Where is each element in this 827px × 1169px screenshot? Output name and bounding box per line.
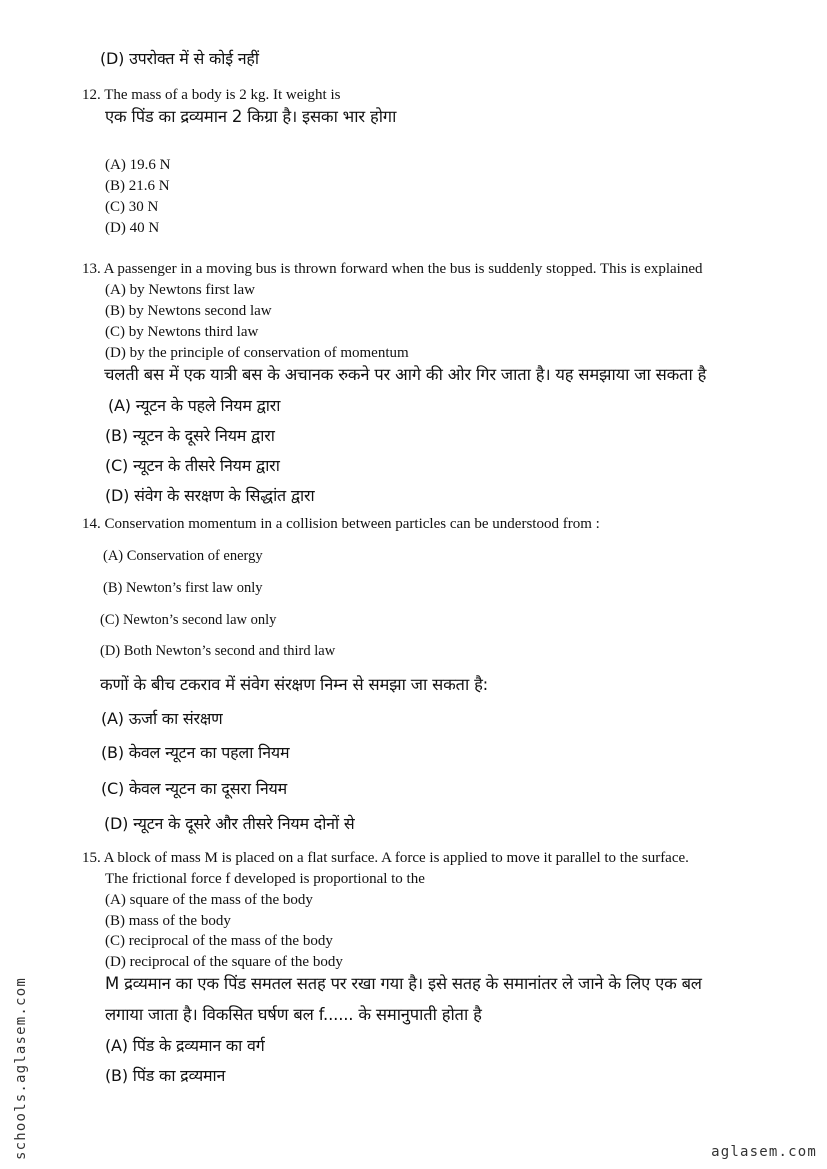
q13-option-a-hi: (A) न्यूटन के पहले नियम द्वारा <box>108 396 281 415</box>
q15-question-en-line2: The frictional force f developed is proportional to the <box>105 871 425 887</box>
q14-option-d-en: (D) Both Newton’s second and third law <box>100 643 336 659</box>
q13-question-hi: चलती बस में एक यात्री बस के अचानक रुकने पर आगे की ओर गिर जाता है। यह समझाया जा सकता है <box>104 365 707 384</box>
q13-option-d-hi: (D) संवेग के सरक्षण के सिद्धांत द्वारा <box>105 486 315 505</box>
watermark-right: aglasem.com <box>711 1144 817 1160</box>
q15-question-hi-line2: लगाया जाता है। विकसित घर्षण बल f...... के समानुपाती होता है <box>105 1005 482 1024</box>
q12-option-b: (B) 21.6 N <box>105 178 170 194</box>
q12-question-en: 12. The mass of a body is 2 kg. It weight is <box>82 87 341 103</box>
q13-option-a-en: (A) by Newtons first law <box>105 282 255 298</box>
q14-option-a-en: (A) Conservation of energy <box>103 548 263 564</box>
q13-option-b-en: (B) by Newtons second law <box>105 303 272 319</box>
q12-option-a: (A) 19.6 N <box>105 157 171 173</box>
watermark-left: schools.aglasem.com <box>13 977 29 1160</box>
q13-option-b-hi: (B) न्यूटन के दूसरे नियम द्वारा <box>105 426 275 445</box>
q11-option-d-hi: (D) उपरोक्त में से कोई नहीं <box>100 49 259 68</box>
q12-option-c: (C) 30 N <box>105 199 159 215</box>
q15-option-b-hi: (B) पिंड का द्रव्यमान <box>105 1066 226 1085</box>
q14-option-d-hi: (D) न्यूटन के दूसरे और तीसरे नियम दोनों से <box>104 814 355 833</box>
q14-option-b-en: (B) Newton’s first law only <box>103 580 263 596</box>
q15-option-a-en: (A) square of the mass of the body <box>105 892 313 908</box>
q15-question-en-line1: 15. A block of mass M is placed on a flat surface. A force is applied to move it parallel to the surface. <box>82 850 689 866</box>
q14-option-b-hi: (B) केवल न्यूटन का पहला नियम <box>101 743 290 762</box>
q15-option-a-hi: (A) पिंड के द्रव्यमान का वर्ग <box>105 1036 265 1055</box>
q13-option-c-hi: (C) न्यूटन के तीसरे नियम द्वारा <box>105 456 280 475</box>
q14-option-c-hi: (C) केवल न्यूटन का दूसरा नियम <box>101 779 287 798</box>
q15-option-d-en: (D) reciprocal of the square of the body <box>105 954 343 970</box>
q12-question-hi: एक पिंड का द्रव्यमान 2 किग्रा है। इसका भार होगा <box>105 107 397 126</box>
q13-option-d-en: (D) by the principle of conservation of momentum <box>105 345 409 361</box>
q12-option-d: (D) 40 N <box>105 220 160 236</box>
q15-option-c-en: (C) reciprocal of the mass of the body <box>105 933 333 949</box>
q14-question-hi: कणों के बीच टकराव में संवेग संरक्षण निम्न से समझा जा सकता है: <box>100 675 489 694</box>
q15-option-b-en: (B) mass of the body <box>105 913 231 929</box>
q15-question-hi-line1: M द्रव्यमान का एक पिंड समतल सतह पर रखा गया है। इसे सतह के समानांतर ले जाने के लिए एक बल <box>105 974 702 993</box>
q14-option-a-hi: (A) ऊर्जा का संरक्षण <box>101 709 223 728</box>
q13-option-c-en: (C) by Newtons third law <box>105 324 259 340</box>
q14-question-en: 14. Conservation momentum in a collision between particles can be understood from : <box>82 516 600 532</box>
q13-question-en: 13. A passenger in a moving bus is thrown forward when the bus is suddenly stopped. This is explained <box>82 261 703 277</box>
q14-option-c-en: (C) Newton’s second law only <box>100 612 277 628</box>
